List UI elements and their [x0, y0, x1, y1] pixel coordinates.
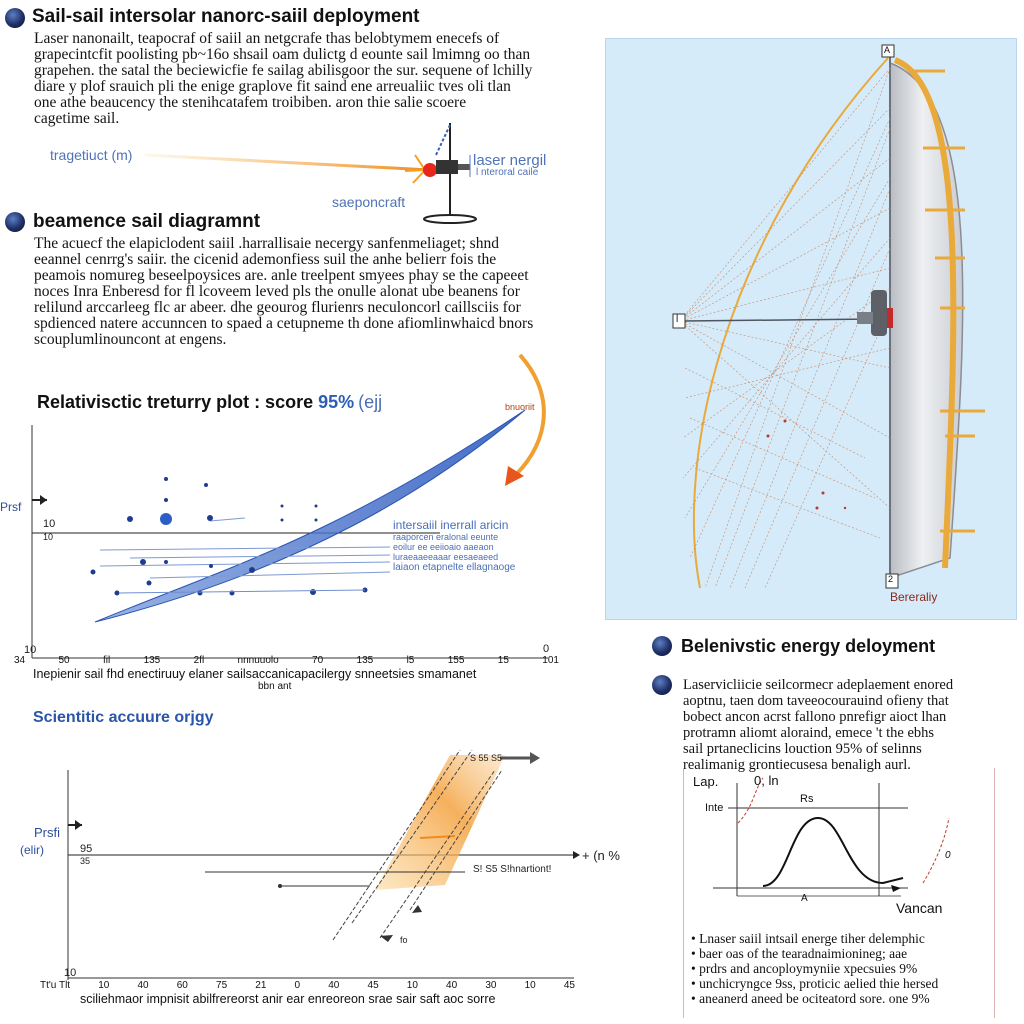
- plot-title-text: Relativisctic treturry plot : score: [37, 392, 319, 412]
- x-tick-label: 40: [328, 980, 340, 991]
- list-item: • baer oas of the tearadnaimionineg; aae: [691, 946, 908, 961]
- scatter-point: [315, 519, 318, 522]
- legend-item: raaporcen eralonal eeunte: [393, 532, 499, 542]
- list-item: • Lnaser saiil intsail energe tiher delemphic: [691, 931, 925, 946]
- sail-hub-icon: [857, 290, 893, 336]
- x-tick-label: 45: [563, 980, 575, 991]
- x-tick-label: 10: [64, 967, 77, 979]
- rigging-lines: [680, 68, 890, 588]
- legend-item: luraeaaeeaaar eesaeaeed: [393, 552, 499, 562]
- section-title: Sail-sail intersolar nanorc-saiil deployment: [32, 6, 420, 27]
- x-tick-label: l5: [406, 655, 415, 666]
- energy-peak-graph: [683, 768, 993, 918]
- scatter-point: [315, 505, 318, 508]
- x-tick-label: 50: [58, 655, 70, 666]
- section-bullet-icon: [5, 212, 25, 232]
- band-label: S 55 S5: [470, 753, 503, 763]
- x-tick-label: 21: [255, 980, 267, 991]
- x-tick-label: 0: [543, 643, 550, 655]
- section-paragraph: [34, 236, 594, 348]
- paragraph-line: Laser nanonailt, teapocraf of saiil an netgcrafe thas belobtymem enecefs of: [34, 30, 500, 47]
- paragraph-line: grapecintcfit poolisting pb~16o shsail oam dulictg d eounte sail lmimng oo than: [34, 46, 531, 63]
- paragraph-line: one athe beaucency the stenihcatafem troibiben. aron thie salie scoere: [34, 94, 467, 111]
- graph-label: A: [801, 893, 808, 904]
- axis-end-label: + (n %: [582, 848, 620, 863]
- paragraph-line: spdienced natere accunncen to spaed a cetupneme th done afiomlinwhaicd bnors: [34, 315, 534, 332]
- scatter-point: [140, 559, 146, 565]
- list-item: • prdrs and ancoploymyniie xpecsuies 9%: [691, 961, 918, 976]
- energy-peak-curve: [763, 818, 903, 886]
- graph-label: Rs: [800, 793, 814, 805]
- laser-beam: [145, 155, 430, 170]
- trajectory-label: tragetiuct (m): [50, 147, 133, 163]
- trajectory-plot: [0, 340, 600, 680]
- laser-tether: [685, 319, 875, 321]
- x-tick-label: 155: [447, 655, 465, 666]
- graph-label: 0: [945, 850, 951, 861]
- x-tick-labels: [40, 980, 575, 991]
- spacecraft-label: saeponcraft: [332, 194, 406, 210]
- paragraph-line: relilund arccarleeg flc ar abeer. dhe geourog flurienrs neculoncorl caillsciis for: [34, 299, 521, 316]
- y-tick-label: 95: [80, 843, 93, 855]
- paragraph-line: Laservicliicie seilcormecr adeplaement enored: [683, 677, 954, 693]
- graph-label: Inte: [705, 802, 724, 814]
- paragraph-line: peamois nomureg beseelpoysices are. anle treelpent smyees phay se the capeeet: [34, 267, 529, 284]
- scatter-point: [249, 567, 255, 573]
- paragraph-line: sail prtaneclicins louction 95% of selinns: [683, 741, 922, 757]
- bullet-list: [691, 931, 938, 1006]
- sail-marker-label: l: [676, 314, 679, 325]
- list-item-text: prdrs and ancoploymyniie xpecsuies 9%: [699, 961, 918, 976]
- legend-item: eoilur ee eeiioaio aaeaon: [393, 542, 494, 552]
- section-paragraph: [683, 677, 1003, 773]
- section-bullet-icon: [5, 8, 25, 28]
- list-item-text: Lnaser saiil intsail energe tiher delemphic: [699, 931, 925, 946]
- x-tick-labels: [14, 655, 559, 666]
- paragraph-line: aoptnu, taen dom taveeocourauind ofieny that: [683, 693, 949, 709]
- scatter-point: [204, 483, 208, 487]
- paragraph-line: realimanig grontiecusesa benaligh aurl.: [683, 757, 911, 773]
- y-tick-label: 10: [24, 644, 37, 656]
- section-bullet-icon: [652, 675, 672, 695]
- paragraph-line: diare y plof srauich pli the enige graplove fit saind ene arreualiic tves oli tlan: [34, 78, 511, 95]
- scatter-point: [115, 591, 120, 596]
- scatter-point: [164, 560, 168, 564]
- x-tick-label: fil: [102, 655, 111, 666]
- plot-annotation: bnuoriit: [505, 402, 535, 412]
- graph-label: Lap.: [693, 774, 719, 789]
- plot-title-score: 95%: [318, 392, 355, 412]
- laser-sublabel: l nteroral caile: [476, 167, 539, 178]
- x-tick-label: Tt'u Tlt: [40, 980, 71, 991]
- sail-marker-label: 2: [888, 574, 894, 584]
- graph-label: 0, ln: [754, 773, 779, 788]
- paragraph-line: scouplumlinouncont at engens.: [34, 331, 227, 348]
- plot-caption: Inepienir sail fhd enectiruuy elaner sailsaccanicapacilergy snneetsies smamanet: [33, 667, 477, 681]
- paragraph-line: protramn aliomt aloraind, emece 't the ebhs: [683, 725, 935, 741]
- section-paragraph: [34, 31, 594, 127]
- x-tick-label: 10: [406, 980, 418, 991]
- y-tick-label: 10: [43, 518, 56, 530]
- plot-caption: sciliehmaor impnisit abilfrereorst anir ear enreoreon srae sair saft aoc sorre: [80, 992, 496, 1006]
- list-item: • unchicryngce 9ss, proticic aelied thie hersed: [691, 976, 939, 991]
- scatter-point: [160, 513, 172, 525]
- scatter-point: [207, 515, 213, 521]
- scatter-point: [310, 589, 316, 595]
- plot-title-suffix: (ejj: [358, 392, 383, 412]
- list-item-text: unchicryngce 9ss, proticic aelied thie hersed: [699, 976, 939, 991]
- band-label: fo: [400, 935, 408, 945]
- y-axis-label: (elir): [20, 843, 44, 857]
- list-item-text: aneanerd aneed be ociteatord sore. one 9%: [699, 991, 930, 1006]
- x-tick-label: 40: [137, 980, 149, 991]
- x-tick-label: 15: [497, 655, 509, 666]
- x-tick-label: 0: [294, 980, 301, 991]
- scatter-point: [281, 505, 284, 508]
- y-tick-label: 10: [43, 532, 54, 542]
- section-title: Belenivstic energy deloyment: [681, 636, 936, 656]
- paragraph-line: cagetime sail.: [34, 110, 120, 127]
- sail-marker-label: A: [884, 45, 891, 55]
- x-tick-label: 10: [524, 980, 536, 991]
- x-tick-label: 10: [98, 980, 110, 991]
- scatter-point: [127, 516, 133, 522]
- x-tick-label: nnnuuolo: [237, 655, 279, 666]
- x-tick-label: 70: [312, 655, 324, 666]
- scatter-point: [209, 564, 213, 568]
- scatter-point: [164, 498, 168, 502]
- paragraph-line: The acuecf the elapiclodent saiil .harrallisaie necergy sanfenmeliaget; shnd: [34, 235, 499, 252]
- y-axis-label: Prsfi: [34, 825, 60, 840]
- scatter-point: [91, 570, 96, 575]
- x-tick-label: 135: [143, 655, 161, 666]
- list-item-text: baer oas of the tearadnaimionineg; aae: [699, 946, 908, 961]
- x-tick-label: 101: [542, 655, 559, 666]
- x-tick-label: 34: [14, 655, 26, 666]
- plot-legend: [393, 518, 515, 573]
- scatter-point: [164, 477, 168, 481]
- laser-label: laser nergil: [473, 152, 547, 169]
- marker-box: [673, 314, 685, 328]
- x-tick-label: 2fl: [193, 655, 205, 666]
- y-tick-label: 35: [80, 856, 91, 866]
- x-tick-label: 75: [216, 980, 228, 991]
- x-tick-label: 45: [367, 980, 379, 991]
- section-title: beamence sail diagramnt: [33, 211, 261, 232]
- plot-caption: bbn ant: [258, 681, 292, 692]
- scatter-point: [198, 591, 203, 596]
- paragraph-line: bobect ancon acrst fallono pnrefigr aioct lhan: [683, 709, 947, 725]
- x-tick-label: 135: [356, 655, 374, 666]
- paragraph-line: noces Inra Enberesd for fl lcoveem leved pls the onulle alonat ube beanens for: [34, 283, 520, 300]
- section-bullet-icon: [652, 636, 672, 656]
- paragraph-line: grapehen. the satal the beciewicfie fe sailag abilisgoor the sur. sequene of lchilly: [34, 62, 533, 79]
- x-tick-label: 60: [176, 980, 188, 991]
- graph-label: Vancan: [896, 900, 943, 916]
- legend-item: laiaon etapnelte ellagnaoge: [393, 562, 516, 573]
- scatter-point: [147, 581, 152, 586]
- band-label: S! S5 S!hnartiont!: [473, 864, 552, 875]
- x-tick-label: 30: [485, 980, 497, 991]
- light-sail-illustration: [605, 38, 1015, 618]
- scatter-point: [281, 519, 284, 522]
- plot-title: Scientitic accuure orjgy: [33, 709, 214, 726]
- x-tick-label: 40: [446, 980, 458, 991]
- legend-item: intersaiil inerrall aricin: [393, 518, 509, 532]
- sail-figure-caption: Bereraliy: [890, 590, 938, 604]
- list-item: • aneanerd aneed be ociteatord sore. one 9%: [691, 991, 930, 1006]
- paragraph-line: eeannel cenrrg's saiir. the cicenid ademonfiess suil the anhe belierr fois the: [34, 251, 497, 268]
- y-axis-label: Prsf: [0, 500, 22, 514]
